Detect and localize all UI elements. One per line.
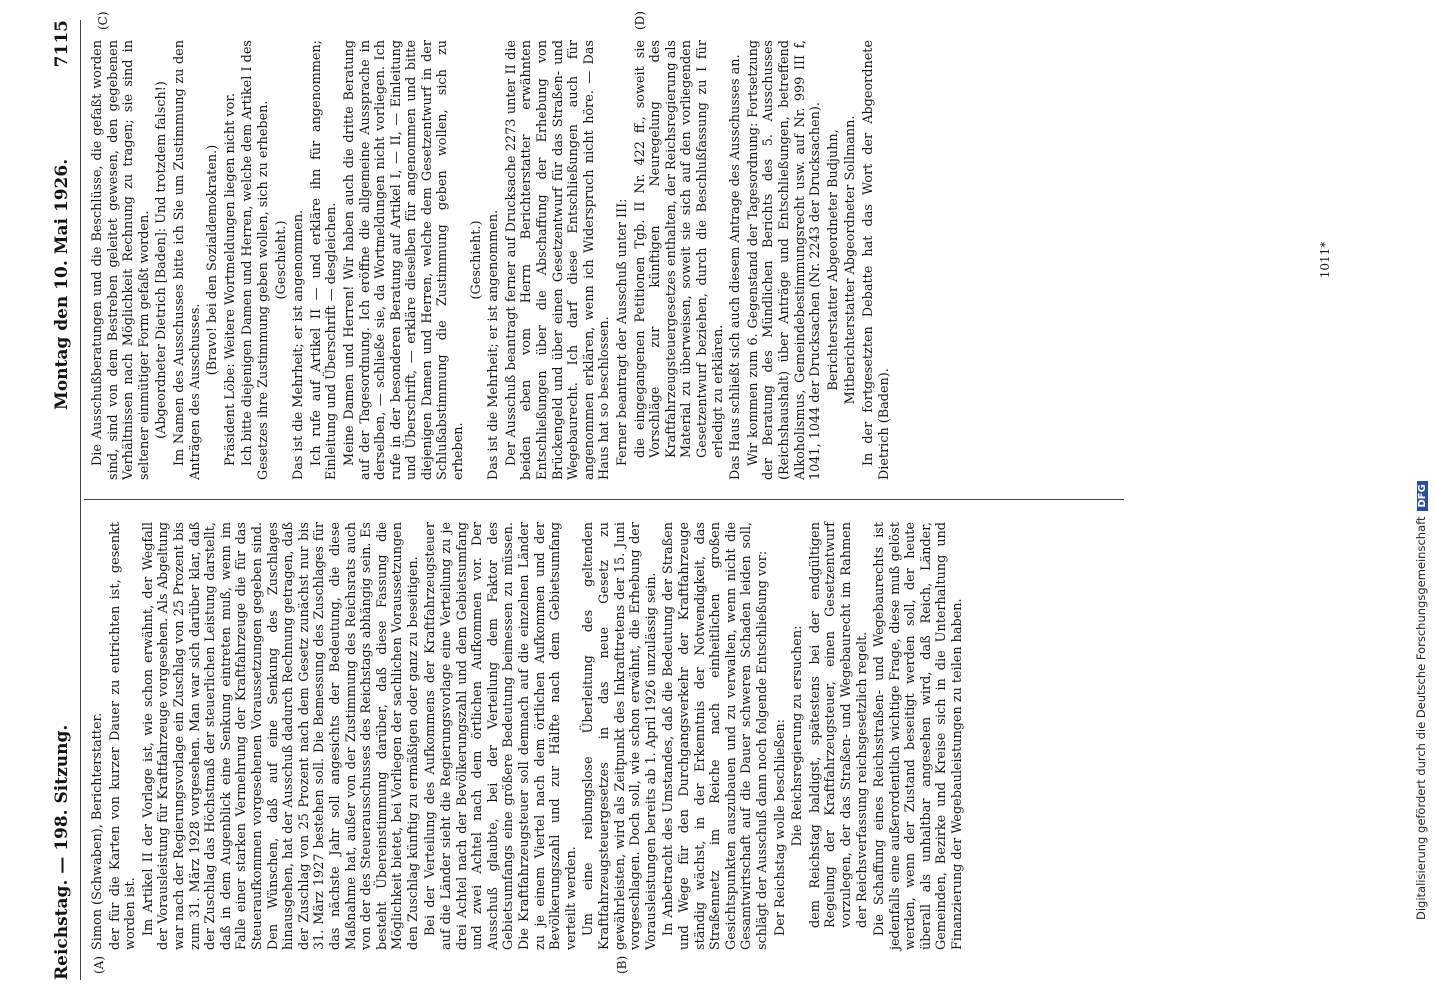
interjection: (Geschieht.): [273, 220, 289, 300]
margin-marker-d: (D): [633, 11, 647, 30]
paragraph: Ich bitte diejenigen Damen und Herren, welche dem Artikel I des Gesetzes ihre Zustimmung geben wollen, sich zu erheben.: [240, 40, 271, 480]
header-date: Montag den 10. Mai 1926.: [52, 158, 72, 410]
paragraph: Das ist die Mehrheit; er ist angenommen.: [291, 209, 307, 480]
page-header-left: [52, 530, 72, 980]
margin-marker-b: (B): [615, 955, 629, 974]
paragraph: Bei der Verteilung des Aufkommens der Kraftfahrzeugsteuer auf die Länder sieht die Regierungsvorlage eine Verteilung zu je drei Achtel nach der Bevölkerungszahl und dem Gebietsumfang und zwei Achtel nach dem örtlichen Aufkommen vor. Der Ausschuß glaubte, bei der Verteilung dem Faktor des Gebietsumfangs eine größere Bedeutung beimessen zu müssen. Die Kraftfahrzeugsteuer soll demnach auf die einzelnen Länder zu je einem Viertel nach dem örtlichen Aufkommen und der Bevölkerungszahl und zur Hälfte nach dem Gebietsumfang verteilt werden.: [423, 522, 579, 950]
paragraph: Die Ausschußberatungen und die Beschlüsse, die gefaßt worden sind, sind von dem Bestreben geleitet gewesen, den gegebenen Verhältnissen nach Möglichkeit Rechnung zu tragen; sie sind in seltener einmütiger Form gefaßt worden.: [90, 40, 152, 480]
interjection: (Abgeordneter Dietrich [Baden]: Und trotzdem falsch!): [154, 81, 170, 439]
interjection: (Geschieht.): [468, 220, 484, 300]
speaker-line: Präsident Löbe: Weitere Wortmeldungen liegen nicht vor.: [222, 92, 238, 466]
paragraph: Die Schaffung eines Reichsstraßen- und Wegebaurechts ist jedenfalls eine außerordentlich wichtige Frage, diese muß gelöst werden, wenn der Zustand beseitigt werden soll, der heute überall als unhaltbar angesehen wird, daß Reich, Länder, Gemeinden, Bezirke und Kreise sich in die Unterhaltung und Finanzierung der Wegebauleistungen zu teilen haben.: [872, 522, 966, 950]
paragraph: Wir kommen zum 6. Gegenstand der Tagesordnung: Fortsetzung der Beratung des Mündlichen Berichts des 5. Ausschusses (Reichshaushalt) über Anträge und Entschließungen, betreffend Alkoholismus, Gemeindebestimmungsrecht usw. auf Nr. 999 III f, 1041, 1044 der Drucksachen (Nr. 2243 der Drucksachen).: [745, 40, 824, 480]
paragraph: Ferner beantragt der Ausschuß unter III:: [615, 198, 630, 466]
paragraph: Um eine reibungslose Überleitung des geltenden Kraftfahrzeugsteuergesetzes in das neue Gesetz zu gewährleisten, wird als Zeitpunkt des Inkrafttretens der 15. Juni vorgeschlagen. Doch soll, wie schon erwähnt, die Erhebung der Vorausleistungen bereits ab 1. April 1926 unzulässig sein.: [581, 522, 659, 950]
paragraph: Das Haus schließt sich auch diesem Antrage des Ausschusses an.: [728, 54, 744, 480]
right-text-column: [90, 40, 894, 480]
signature-mark: 1011*: [1318, 241, 1332, 279]
digitization-credit: [1414, 481, 1428, 920]
credit-text: Digitalisierung gefördert durch die Deutsche Forschungsgemeinschaft: [1414, 516, 1428, 920]
paragraph: Ich rufe auf Artikel II — und erkläre ihn für angenommen; Einleitung und Überschrift — desgleichen.: [308, 40, 340, 480]
header-left-text: Reichstag. — 198. Sitzung.: [52, 724, 72, 980]
paragraph: Im Artikel II der Vorlage ist, wie schon erwähnt, der Wegfall der Vorausleistung für Kraftfahrzeuge vorgesehen. Als Abgeltung war nach der Regierungsvorlage ein Zuschlag von 25 Prozent bis zum 31. März 1928 vorgesehen. Man war sich darüber klar, daß der Zuschlag das Höchstmaß der steuerlichen Leistung darstellt, daß in dem Augenblick eine Senkung eintreten muß, wenn im Falle einer starken Vermehrung der Kraftfahrzeuge die für das Steueraufkommen vorgesehenen Voraussetzungen gegeben sind. Den Wünschen, daß auf eine Senkung des Zuschlages hinausgehen, hat der Ausschuß dadurch Rechnung getragen, daß der Zuschlag von 25 Prozent nach dem Gesetz zunächst nur bis 31. März 1927 bestehen soll. Die Bemessung des Zuschlages für das nächste Jahr soll angesichts der Bedeutung, die diese Maßnahme hat, außer von der Zustimmung des Reichsrats auch von der des Steuerausschusses des Reichstags abhängig sein. Es besteht Übereinstimmung darüber, daß diese Fassung die Möglichkeit bietet, bei Vorliegen der sachlichen Voraussetzungen den Zuschlag künftig zu ermäßigen oder ganz zu beseitigen.: [140, 522, 421, 950]
margin-marker-c: (C): [96, 11, 110, 30]
page-number: 7115: [52, 20, 72, 68]
paragraph: dem Reichstag baldigst, spätestens bei der endgültigen Regelung der Kraftfahrzeugsteuer, einen Gesetzentwurf vorzulegen, der das Straßen- und Wegebaurecht im Rahmen der Reichsverfassung reichsgesetzlich regelt.: [807, 522, 870, 928]
header-rule: [80, 20, 81, 980]
paragraph: In Anbetracht des Umstandes, daß die Bedeutung der Straßen und Wege für den Durchgangsverkehr der Kraftfahrzeuge ständig wächst, in der Erkenntnis der Notwendigkeit, das Straßennetz im Reiche nach einheitlichen großen Gesichtspunkten auszubauen und zu verwalten, wenn nicht die Gesamtwirtschaft auf die Dauer schweren Schaden leiden soll, schlägt der Ausschuß dann noch folgende Entschließung vor:: [661, 522, 770, 950]
paragraph: der für die Karten von kurzer Dauer zu entrichten ist, gesenkt worden ist.: [107, 522, 139, 950]
paragraph: Meine Damen und Herren! Wir haben auch die dritte Beratung auf der Tagesordnung. Ich eröffne die allgemeine Aussprache in derselben, — schließe sie, da Wortmeldungen nicht vorliegen. Ich rufe in der besonderen Beratung auf Artikel I, — II, — Einleitung und Überschrift, — erkläre dieselben für angenommen und bitte diejenigen Damen und Herren, welche dem Gesetzentwurf in der Schlußabstimmung die Zustimmung geben wollen, sich zu erheben.: [341, 40, 467, 480]
interjection: (Bravo! bei den Sozialdemokraten.): [205, 144, 221, 376]
paragraph: Die Reichsregierung zu ersuchen:: [790, 625, 806, 847]
paragraph: Berichterstatter Abgeordneter Budjuhn,: [825, 129, 841, 391]
paragraph: Der Reichstag wolle beschließen:: [772, 719, 788, 936]
column-divider: [84, 499, 1124, 500]
paragraph: Der Ausschuß beantragt ferner auf Drucksache 2273 unter II die beiden eben vom Herrn Berichterstatter erwähnten Entschließungen über die Abschaffung der Erhebung von Brückengeld und über einen Gesetzentwurf für das Straßen- und Wegebaurecht. Ich darf diese Entschließungen auch für angenommen erklären, wenn ich Widerspruch nicht höre. — Das Haus hat so beschlossen.: [503, 40, 613, 480]
paragraph: Das ist die Mehrheit; er ist angenommen.: [486, 209, 502, 480]
dfg-logo: DFG: [1417, 481, 1428, 510]
left-text-column: [90, 522, 968, 950]
speaker-line: Simon (Schwaben), Berichterstatter.: [90, 712, 105, 950]
paragraph: Mitberichterstatter Abgeordneter Sollmann.: [843, 115, 859, 405]
paragraph: die eingegangenen Petitionen Tgb. II Nr. 422 ff., soweit sie Vorschläge zur künftigen Neuregelung des Kraftfahrzeugsteuergesetzes enthalten, der Reichsregierung als Material zu überweisen, soweit sie sich auf den vorliegenden Gesetzentwurf beziehen, durch die Beschlußfassung zu I für erledigt zu erklären.: [632, 40, 726, 458]
margin-marker-a: (A): [92, 955, 106, 974]
paragraph: In der fortgesetzten Debatte hat das Wort der Abgeordnete Dietrich (Baden).: [860, 40, 892, 480]
paragraph: Im Namen des Ausschusses bitte ich Sie um Zustimmung zu den Anträgen des Ausschusses.: [171, 40, 203, 480]
